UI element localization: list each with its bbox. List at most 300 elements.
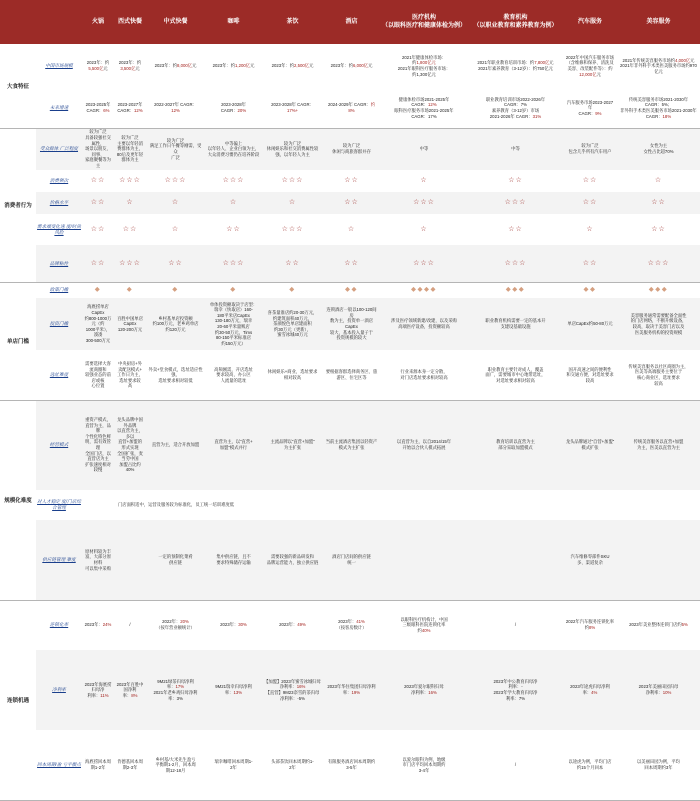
table-row: [36, 350, 700, 400]
table-cell: [205, 650, 262, 730]
cell-highlight: 8%: [131, 692, 138, 698]
rating-cell: [468, 214, 563, 245]
cell-text: [619, 97, 698, 119]
table-cell: [205, 730, 262, 800]
cell-text: [148, 367, 203, 384]
table-cell: [82, 298, 114, 350]
table-row: [36, 600, 700, 650]
cell-text-pre: 乡村基/大米先生盈亏 平衡期1-2月，回本周 期12-18月: [155, 756, 196, 773]
cell-highlight: 4%: [591, 690, 598, 695]
cell-text-pre: 酒店门店间的供应链 统一: [332, 554, 371, 565]
rating-cell: [114, 192, 146, 214]
row-label: 消费频次: [49, 178, 69, 184]
cell-text: [148, 138, 203, 160]
cell-text: [116, 417, 144, 473]
cell-text: [643, 143, 673, 154]
cell-text-pre: 2023年：: [220, 622, 239, 628]
table-cell: [563, 298, 617, 350]
cell-highlight: 19%: [351, 690, 361, 695]
cell-text: [496, 439, 535, 450]
star-icon: ☆: [288, 199, 297, 207]
star-icon: ☆☆: [508, 177, 523, 185]
row-label: 未来增速: [49, 105, 69, 111]
cell-text-pre: 2023年爱尔眼科归母 净利率：: [404, 684, 444, 695]
cell-text: [398, 55, 451, 77]
table-cell: [563, 400, 617, 490]
cell-text-pre: 中等偏上 以年轻人、企业白领为主， 大众消费习惯仍在培养阶段: [207, 140, 260, 157]
rating-cell: [114, 214, 146, 245]
table-cell: [82, 128, 114, 170]
rating-cell: [380, 170, 468, 192]
cell-text: [328, 759, 375, 770]
cell-text: [216, 554, 250, 565]
table-cell: [114, 730, 146, 800]
rating-cell: [468, 170, 563, 192]
table-row: [36, 400, 700, 490]
table-cell: [617, 600, 700, 650]
table-cell: [205, 88, 262, 128]
rating-cell: [563, 245, 617, 282]
rating-cell: [262, 214, 323, 245]
cell-text-pre: 2023年：约: [86, 60, 110, 66]
cell-text-pre: 集中供应链，且不 要求特殊储存运输: [216, 554, 251, 565]
cell-text: [397, 439, 451, 450]
rating-cell: [380, 192, 468, 214]
rating-cell: [323, 245, 380, 282]
column-header: [0, 0, 36, 44]
cell-text: [85, 622, 112, 628]
cell-text-pre: 一定的预制化菜肴 供应链: [158, 554, 193, 565]
table-cell: [563, 128, 617, 170]
rating-cell: [146, 192, 205, 214]
rating-cell: [617, 282, 700, 298]
cell-text-pre: 汽车维修零部件SKU 多、渠道复杂: [570, 554, 610, 565]
group-label-ops: 连锁机遇: [6, 698, 29, 704]
cell-text-pre: 2023年：约: [271, 63, 295, 69]
diamond-icon: ◆◆◆: [648, 285, 669, 293]
cell-text-pre: 美容服务通常需要配备全面性 的门店网络，不断升级设备， 较高，取决于美容门店以及 医美服务机构的投资规模: [630, 312, 687, 335]
cell-text: [152, 442, 199, 448]
table-cell: [82, 730, 114, 800]
cell-text: [511, 146, 520, 152]
cell-highlight: 41%: [356, 619, 365, 625]
cell-text-pre: 较为广泛 满足工作日午餐等刚需，受众 广泛: [149, 137, 202, 160]
rating-cell: [563, 192, 617, 214]
table-row: [36, 490, 700, 520]
rating-cell: [262, 245, 323, 282]
rating-cell: [468, 282, 563, 298]
cell-text-pre: 高频刚需，开店选址 要求较高，办公区 人流量的选址: [214, 366, 253, 383]
cell-highlight: 49%: [297, 622, 306, 628]
cell-text: [156, 619, 195, 630]
table-cell: [323, 350, 380, 400]
table-row: [36, 730, 700, 800]
cell-highlight: 12%: [134, 108, 143, 113]
table-row: [36, 192, 700, 214]
rating-cell: [323, 170, 380, 192]
cell-text: [129, 622, 130, 628]
table-row: [36, 44, 700, 88]
table-cell: [82, 520, 114, 600]
cell-text: [637, 759, 680, 770]
cell-text-pre: 2022年中国汽车服务市场（含维修和保养、清洗及美容、改装配件等）：约: [565, 54, 615, 71]
table-cell: [468, 128, 563, 170]
star-icon: ☆☆☆: [504, 199, 527, 207]
table-cell: [114, 650, 146, 730]
cell-text: [264, 679, 321, 701]
table-cell: [617, 128, 700, 170]
table-row: [36, 214, 700, 245]
cell-highlight: 20%: [237, 108, 247, 113]
table-cell: [146, 650, 205, 730]
cell-text: [84, 304, 112, 343]
rating-cell: [82, 192, 114, 214]
table-cell: [262, 600, 323, 650]
row-label: 净利率: [52, 687, 66, 693]
cell-text: [485, 367, 545, 384]
cell-text-pre: 原材料较为丰富，大部分原材料 可以集中采购: [85, 548, 111, 571]
star-icon: ☆☆: [90, 199, 106, 207]
table-cell: [146, 298, 205, 350]
table-cell: [114, 88, 146, 128]
cell-text-pre: 较为广泛 具备较强社交属性， 场景以朋友、同事、 家庭聚餐等为主: [85, 129, 111, 168]
cell-text-pre: 头部茶饮回本周期约1- 2年: [271, 759, 314, 770]
cell-text-pre: 传统美容服务以社区商圈为主， 医美等高端服务主要位于 核心商业区，选址要求 较高: [628, 363, 689, 386]
cell-text-pre: 海底捞单店CapEx 约800-1000万元（约 1000平米），凑凑 300-500万元: [84, 304, 112, 343]
star-icon: ☆☆: [582, 259, 598, 267]
cell-highlight: 16%: [428, 690, 437, 695]
rating-cell: [468, 245, 563, 282]
cell-text-pre: 龙头品牌通过“自营+加盟” 模式扩张: [565, 439, 615, 450]
cell-text-pre: 9M21绿茶归母净利 率：: [157, 678, 194, 690]
rating-cell: [617, 170, 700, 192]
star-icon: ☆: [420, 225, 428, 233]
cell-text: [400, 617, 447, 634]
group-divider: [0, 400, 700, 401]
table-cell: [617, 44, 700, 88]
column-header: 中式快餐: [163, 18, 188, 25]
cell-text: [268, 369, 318, 380]
cell-text-pre: 单店CapEx约50-80万元: [567, 321, 613, 327]
cell-text: [155, 63, 197, 69]
rating-cell: [146, 282, 205, 298]
cell-text: [565, 619, 615, 630]
cell-text: [567, 321, 612, 327]
table-cell: [82, 400, 114, 490]
table-cell: [114, 128, 146, 170]
column-header: 酒店: [345, 18, 358, 25]
rating-cell: [323, 214, 380, 245]
rating-cell: [146, 170, 205, 192]
group-divider: [0, 282, 700, 283]
cell-highlight: 约8%: [348, 102, 376, 113]
cell-text: [116, 361, 144, 389]
star-icon: ☆☆☆: [413, 259, 435, 267]
star-icon: ☆☆: [651, 199, 666, 207]
table-cell: [468, 600, 563, 650]
cell-text: [326, 369, 378, 380]
cell-highlight: 31%: [532, 113, 542, 119]
cell-text: [486, 97, 545, 119]
rating-cell: [468, 192, 563, 214]
row-label: 选址难度: [49, 372, 69, 378]
rating-cell: [146, 214, 205, 245]
star-icon: ☆☆: [344, 259, 359, 267]
cell-text-post: 元: [192, 63, 197, 69]
star-icon: ☆: [126, 199, 134, 207]
star-icon: ☆☆☆: [413, 199, 435, 207]
cell-text: [485, 318, 545, 329]
cell-highlight: 8,000亿: [177, 63, 193, 69]
row-label: 政策门槛: [49, 287, 69, 293]
cell-text-pre: 直营为主，以“直营+ 加盟”模式并行: [214, 439, 253, 450]
table-cell: [563, 88, 617, 128]
table-cell: [262, 298, 323, 350]
group-divider: [0, 600, 700, 601]
table-cell: [82, 650, 114, 730]
cell-text-post: （按客房数计）: [336, 625, 367, 630]
cell-text: [619, 58, 698, 75]
cell-text-pre: 2023年：: [84, 622, 103, 628]
table-cell: [146, 600, 205, 650]
cell-text-pre: 外卖+堂食模式，选址适应性强， 选址要求相对较低: [148, 366, 203, 383]
group-label-chain: 规模化难度: [4, 498, 32, 504]
diamond-icon: ◆: [289, 285, 296, 293]
cell-text: [116, 759, 144, 770]
rating-cell: [205, 192, 262, 214]
cell-highlight: 11%: [100, 692, 109, 698]
star-icon: ☆☆: [508, 225, 523, 233]
cell-text-pre: 职业教育主要针对成人，覆盖 面广，需要城市中心地带选址， 对选址要求相对较高: [485, 366, 546, 383]
cell-text: [325, 102, 378, 113]
diamond-icon: ◆◆: [583, 285, 597, 293]
rating-cell: [114, 282, 146, 298]
cell-highlight: 4,000亿: [675, 57, 691, 63]
cell-text: [494, 679, 538, 701]
cell-text-post: 元: [368, 63, 373, 69]
star-icon: ☆☆: [90, 225, 106, 233]
table-cell: [114, 298, 146, 350]
rating-cell: [205, 282, 262, 298]
cell-text-pre: 2023年：: [338, 619, 357, 625]
cell-text: [84, 60, 112, 71]
cell-text: [336, 619, 366, 630]
group-label-consumer: 消费者行为: [4, 203, 32, 209]
row-label: 需求端变化速 度/时尚风险: [37, 223, 81, 235]
cell-text-pre: 需要选择大客流商圈和 较强业态的前店或核 心位置: [85, 361, 111, 389]
rating-cell: [262, 170, 323, 192]
row-label: 对人才稳定 度/门店综 合管理: [37, 499, 81, 510]
cell-highlight: 1,800亿元: [416, 60, 436, 66]
column-header: 西式快餐: [117, 18, 142, 25]
table-cell: [146, 128, 205, 170]
cell-text: [565, 100, 615, 117]
group-label-store: 单店门槛: [6, 339, 29, 345]
table-cell: [380, 650, 468, 730]
cell-text: [634, 439, 684, 450]
cell-text-pre: 传统美容服务以直营+加盟 为主，医美以直营为主: [633, 439, 684, 450]
cell-text: [566, 439, 614, 450]
cell-text: [221, 102, 246, 113]
cell-highlight: 12%: [428, 102, 437, 108]
rating-cell: [617, 245, 700, 282]
star-icon: ☆☆: [168, 259, 183, 267]
cell-text: [215, 684, 252, 695]
rating-cell: [205, 214, 262, 245]
cell-text-post: （按年营业额统计）: [156, 625, 195, 630]
cell-text-post: 眼科医疗服务市场2021-2025年 CAGR：17%: [394, 108, 454, 119]
cell-text: [271, 102, 314, 113]
cell-text: [84, 682, 112, 699]
rating-cell: [82, 170, 114, 192]
table-cell: [146, 44, 205, 88]
column-header: 教育机构 （以职业教育和素养教育为例）: [473, 14, 558, 29]
table-cell: [468, 650, 563, 730]
cell-highlight: 17%: [175, 684, 185, 690]
table-row: [36, 282, 700, 298]
table-cell: [468, 44, 563, 88]
cell-text-post: 元 2021年非外科手术类医美服务市场约970亿元: [620, 57, 697, 74]
rating-cell: [323, 192, 380, 214]
table-cell: [205, 44, 262, 88]
diamond-icon: ◆: [230, 285, 237, 293]
cell-text-pre: 龙头品牌中国外品牌 以直营为主，多以 直营+加盟的形式实现 全国扩张，麦当劳中国 加盟占比约40%: [117, 417, 143, 473]
table-cell: [114, 350, 146, 400]
cell-text-pre: 2023-2027年 CAGR：: [117, 102, 143, 113]
cell-text-pre: 较为广泛 主要以年轻消费群体为主， 80后及更年轻群体为主: [116, 135, 144, 163]
cell-highlight: 30%: [238, 622, 247, 628]
cell-text-pre: 以直营为主，以自2014/15年 开始以合伙人模式拓展: [396, 439, 452, 450]
rating-cell: [82, 282, 114, 298]
table-cell: [563, 520, 617, 600]
cell-text-pre: 单体投资额取决于店型： 瑞幸（快取店）160- 180平米店CapEx 130-180万元，瑞幸 20-60平米量贩店 约30-50万元，Tims 80-150平米标准店 约150万元）: [209, 301, 258, 346]
cell-text: [391, 318, 457, 329]
cell-text: [569, 759, 612, 770]
cell-text-pre: /: [129, 622, 131, 628]
cell-highlight: 1,200亿: [235, 63, 251, 69]
cell-text: [84, 361, 112, 389]
cell-text: [84, 129, 112, 168]
rating-cell: [114, 170, 146, 192]
cell-text: [84, 417, 112, 473]
table-cell: [380, 400, 468, 490]
cell-text: [214, 759, 252, 770]
cell-text-pre: 2023-2028年 CAGR：: [220, 102, 246, 113]
table-cell: [146, 88, 205, 128]
cell-text: [158, 554, 192, 565]
table-cell: [563, 350, 617, 400]
cell-text-post: 元: [103, 66, 108, 71]
cell-text-pre: /: [514, 622, 517, 628]
cell-text: [267, 141, 319, 158]
star-icon: ☆☆☆: [281, 177, 304, 185]
table-row: [36, 520, 700, 600]
cell-text-pre: 需要较强的新品研发和 品牌运营能力，独立供应链: [266, 554, 319, 565]
table-cell: [205, 128, 262, 170]
cell-text: [154, 102, 197, 113]
table-cell: [323, 128, 380, 170]
table-row: [36, 170, 700, 192]
star-icon: ☆☆: [344, 177, 359, 185]
rating-cell: [205, 245, 262, 282]
cell-text-pre: 当前主流酒店集团以轻资产 模式为主扩张: [325, 439, 378, 450]
cell-text: [569, 143, 612, 154]
cell-text-pre: 职业教育机构需要一定的基本开 支建设基础设施: [485, 318, 546, 329]
column-header: [36, 0, 82, 44]
cell-text-post: 【直营】9M23奈雪的茶归母净利率：-5%: [265, 690, 320, 701]
cell-text-pre: 瑞幸咖啡回本周期1- 2年: [214, 759, 253, 770]
cell-text: [214, 367, 253, 384]
table-cell: [323, 520, 380, 600]
cell-text-pre: 国开高速之间的便利性 和交通方便，对选址要求较高: [566, 366, 614, 383]
cell-text: [571, 554, 610, 565]
cell-text-pre: 教育培训以直营为主 部分采取加盟模式: [496, 439, 535, 450]
cell-highlight: 40%: [421, 627, 431, 633]
row-label: 受众群体 广泛程度: [39, 146, 79, 152]
table-cell: [82, 600, 114, 650]
cell-text: [272, 63, 314, 69]
cell-text: [403, 757, 446, 774]
cell-text-pre: 要根据客群选择商务区、旅 游区、住宅区等: [325, 369, 378, 380]
diamond-icon: ◆: [172, 285, 179, 293]
rating-cell: [563, 170, 617, 192]
star-icon: ☆: [586, 225, 594, 233]
cell-text-pre: 直营为主，适合开放加盟: [151, 442, 200, 448]
cell-text-pre: 9M21瑞幸归母净利 率：: [215, 684, 252, 695]
rating-cell: [380, 214, 468, 245]
star-icon: ☆: [347, 225, 356, 233]
table-cell: [468, 298, 563, 350]
cell-text-pre: 以途虎为例，平均门店 约15个月回本: [568, 759, 612, 770]
cell-text-pre: 2023年：: [279, 622, 298, 628]
table-cell: [468, 350, 563, 400]
cell-text: [155, 757, 196, 774]
star-icon: ☆☆: [651, 225, 666, 233]
star-icon: ☆: [171, 225, 180, 233]
cell-text-pre: 2023年：约: [212, 63, 236, 69]
cell-text: [326, 439, 378, 450]
table-cell: [262, 520, 323, 600]
cell-text: [332, 554, 371, 565]
cell-text: [331, 63, 373, 69]
cell-text: [86, 102, 111, 113]
table-cell: [262, 88, 323, 128]
cell-text-pre: 2023-2025年 CAGR：: [85, 102, 111, 113]
cell-text-post: 元: [135, 66, 140, 71]
cell-text: [515, 622, 516, 628]
group-label-market: 大食特征: [6, 84, 29, 90]
table-row: [36, 298, 700, 350]
cell-highlight: 2,500亿: [294, 63, 310, 69]
column-header: 咖啡: [227, 18, 240, 25]
cell-text-pre: 2021年健康体检市场： 约: [402, 54, 446, 66]
cell-text-post: 2021年眼科医疗服务市场： 约1,300亿元: [397, 66, 451, 77]
table-cell: [617, 730, 700, 800]
table-cell: [380, 88, 468, 128]
star-icon: ☆☆: [285, 259, 300, 267]
cell-text-pre: 2021年职业教育培训市场：约: [477, 60, 535, 66]
rating-cell: [563, 282, 617, 298]
cell-text-pre: 2023年美业整体连锁门店约: [629, 622, 682, 628]
cell-text: [84, 759, 112, 770]
row-label: 回本周期/盈 亏平衡点: [37, 762, 81, 768]
cell-text: [279, 622, 306, 628]
cell-text: [394, 97, 453, 119]
cell-text-post: 元: [596, 71, 601, 77]
cell-text-pre: 2022年：: [162, 619, 181, 625]
row-label: 中国市场规模: [45, 63, 73, 69]
cell-text-pre: 乡村基单店投资额 约100万元，老乡鸡单店 约120万元: [152, 315, 199, 332]
